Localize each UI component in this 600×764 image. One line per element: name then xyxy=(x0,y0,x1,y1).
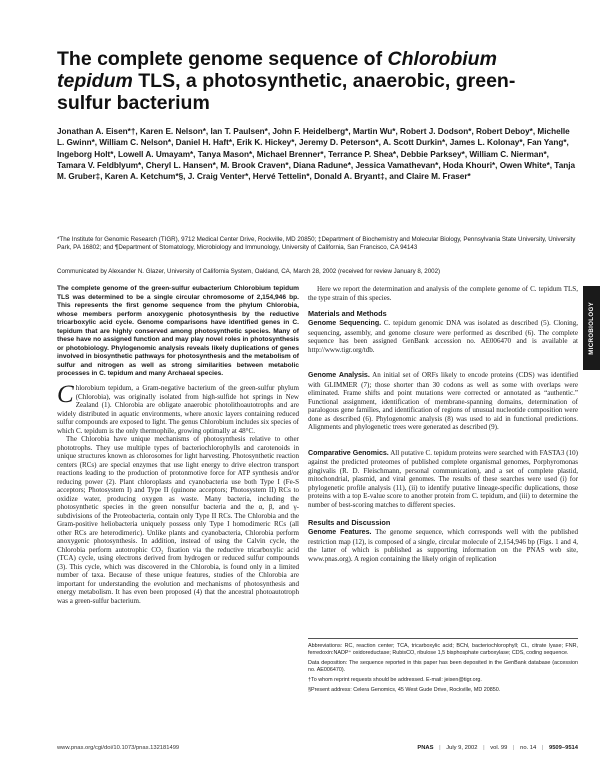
issue-number: no. 14 xyxy=(520,745,537,751)
volume: vol. 99 xyxy=(490,745,508,751)
issue-date: July 9, 2002 xyxy=(446,745,478,751)
genome-features-paragraph: Genome Features. The genome sequence, which corresponds well with the published restriction map (12), is composed of a single, circular molecule of 2,154,946 bp (Figs. 1 and 4, the latter of which is published as supporting information on the PNAS web site, www.pnas.org). A region containing the likely origin of replication xyxy=(308,528,578,563)
communicated-by: Communicated by Alexander N. Glazer, University of California System, Oakland, CA, March 28, 2002 (received for review January 8, 2002) xyxy=(57,268,441,275)
title-organism: Chlorobium tepidum xyxy=(57,48,497,92)
intro-paragraph-1: Chlorobium tepidum, a Gram-negative bacterium of the green-sulfur phylum (Chlorobia), was originally isolated from high-sulfide hot springs in New Zealand (1). Chlorobia are obligate anaerobic photolithoautotrophs and are widely distributed in aquatic environments, where anoxic layers containing reduced sulfur compounds are exposed to light. The genus Chlorobium includes six species of which C. tepidum is the only thermophile, growing optimally at 48°C. xyxy=(57,381,299,435)
citation-info: PNAS | July 9, 2002 | vol. 99 | no. 14 | 9509–9514 xyxy=(417,745,578,751)
article-title: The complete genome sequence of Chlorobium tepidum TLS, a photosynthetic, anaerobic, green-sulfur bacterium xyxy=(57,48,516,114)
footnote-present-address: §Present address: Celera Genomics, 45 West Gude Drive, Rockville, MD 20850. xyxy=(308,686,501,693)
genome-sequencing-paragraph: Genome Sequencing. C. tepidum genomic DNA was isolated as described (5). Cloning, sequencing, assembly, and genome closure were performed as described (6). The complete sequence has been assigned GenBank accession no. AE006470 and is available at http://www.tigr.org/tdb. xyxy=(308,319,578,354)
author-list: Jonathan A. Eisen*†, Karen E. Nelson*, Ian T. Paulsen*, John F. Heidelberg*, Martin Wu*, Robert J. Dodson*, Robert Deboy*, Michelle L. Gwinn*, William C. Nelson*, Daniel H. Haft*, Erik K. Hickey*, Jeremy D. Peterson*, A. Scott Durkin*, James L. Kolonay*, Fan Yang*, Ingeborg Holt*, Lowell A. Umayam*, Tanya Mason*, Michael Brenner*, Terrance P. Shea*, Debbie Parksey*, William C. Nierman*, Tamara V. Feldblyum*, Cheryl L. Hansen*, M. Brook Craven*, Diana Radune*, Jessica Vamathevan*, Hoda Khouri*, Owen White*, Tanja M. Gruber‡, Karen A. Ketchum*§, J. Craig Venter*, Hervé Tettelin*, Donald A. Bryant‡, and Claire M. Fraser* xyxy=(57,127,576,182)
intro-paragraph-2: The Chlorobia have unique mechanisms of photosynthesis relative to other phototrophs. They use multiple types of bacteriochlorophylls and carotenoids in unique structures known as chlorosomes for light harvesting. Photosynthetic reaction centers (RCs) are special enzymes that use light energy to drive electron transport reactions leading to the production of protonmotive force for ATP synthesis and/or reducing power (2). Plant chloroplasts and cyanobacteria use both Type I (Fe-S acceptors; Photosystem I) and Type II (quinone acceptors; Photosystem II) RCs to oxidize water, producing oxygen as waste. Many bacteria, including the photosynthetic species in the green nonsulfur bacteria and the α, β, and γ-subdivisions of the Proteobacteria, contain only Type II RCs. The Chlorobia and the Gram-positive heliobacteria uniquely possess only Type I homodimeric RCs (all other RCs are heterodimeric). Unlike plants and cyanobacteria, Chlorobia perform anoxygenic photosynthesis. In addition, instead of using the Calvin cycle, the Chlorobia perform autotrophic CO₂ fixation via the reductive tricarboxylic acid (TCA) cycle, using electrons derived from hydrogen or reduced sulfur compounds (3). This cycle, which was discovered in the Chlorobia, is found only in a limited number of taxa. Because of these unique features, studies of the Chlorobia are important for understanding the evolution and mechanisms of photosynthesis and energy metabolism. It has even been proposed (4) that the ancestral photoautotroph was a green-sulfur bacterium. xyxy=(57,435,299,605)
section-tab: MICROBIOLOGY xyxy=(583,286,600,370)
page-range: 9509–9514 xyxy=(548,745,578,751)
right-column-body xyxy=(308,285,578,563)
footnote-deposition: Data deposition: The sequence reported in this paper has been deposited in the GenBank database (accession no. AE006470). xyxy=(308,659,578,673)
footnote-abbreviations: Abbreviations: RC, reaction center; TCA, tricarboxylic acid; BChl, bacteriochlorophyll; CL, citrate lyase; FNR, ferredoxin:NADP⁺ oxidoreductase; RubisCO, ribulose 1,5 bisphosphate carboxylase; CDS, coding sequence. xyxy=(308,643,578,656)
footnotes xyxy=(308,638,578,696)
affiliations: *The Institute for Genomic Research (TIGR), 9712 Medical Center Drive, Rockville, MD 20850; ‡Department of Biochemistry and Molecular Biology, Pennsylvania State University, University Park, PA 16802; and ¶Department of Stomatology, Microbiology and Immunology, University of California, San Francisco, CA 94143 xyxy=(57,236,576,252)
methods-heading: Materials and Methods xyxy=(308,309,387,318)
left-column-body xyxy=(57,381,299,605)
intro-end-paragraph: Here we report the determination and analysis of the complete genome of C. tepidum TLS, the type strain of this species. xyxy=(308,285,578,302)
page-footer xyxy=(57,745,578,751)
results-heading: Results and Discussion xyxy=(308,518,391,527)
abstract: The complete genome of the green-sulfur eubacterium Chlorobium tepidum TLS was determined to be a single circular chromosome of 2,154,946 bp. This represents the first genome sequence from the phylum Chlorobia, whose members perform anoxygenic photosynthesis by the reductive tricarboxylic acid cycle. Genome comparisons have identified genes in C. tepidum that are highly conserved among photosynthetic species. Many of these have no assigned function and may play novel roles in photosynthesis or photobiology. Phylogenomic analysis reveals likely duplications of genes involved in biosynthetic pathways for photosynthesis and the metabolism of sulfur and nitrogen as well as strong similarities between metabolic processes in C. tepidum and many Archaeal species. xyxy=(57,285,299,378)
footnote-reprint: †To whom reprint requests should be addressed. E-mail: jeisen@tigr.org. xyxy=(308,676,482,683)
journal-name: PNAS xyxy=(417,745,434,751)
genome-analysis-paragraph: Genome Analysis. An initial set of ORFs likely to encode proteins (CDS) was identified with GLIMMER (7); those shorter than 30 codons as well as some with overlaps were eliminated. Frame shifts and point mutations were corrected or annotated as “authentic.” Functional assignment, identification of membrane-spanning domains, determination of paralogous gene families, and identification of regions of unusual nucleotide composition were done as described (6). Phylogenomic analysis (8) was used to aid in functional predictions. Alignments and phylogenetic trees were generated as described (9). xyxy=(308,371,578,431)
doi-link[interactable]: www.pnas.org/cgi/doi/10.1073/pnas.132181499 xyxy=(57,745,180,751)
comparative-genomics-paragraph: Comparative Genomics. All putative C. tepidum proteins were searched with FASTA3 (10) against the predicted proteomes of published complete organismal genomes, Porphyromonas gingivalis (R. D. Fleischmann, personal communication), and a set of complete plastid, mitochondrial, plasmid, and viral genomes. The results of these searches were used (i) for phylogenetic profile analysis (11), (ii) to identify putative lineage-specific duplications, those proteins with a top E-value score to another protein from C. tepidum, and (iii) to determine the number of best-scoring matches to different species. xyxy=(308,448,578,509)
drop-cap: C xyxy=(57,381,74,408)
